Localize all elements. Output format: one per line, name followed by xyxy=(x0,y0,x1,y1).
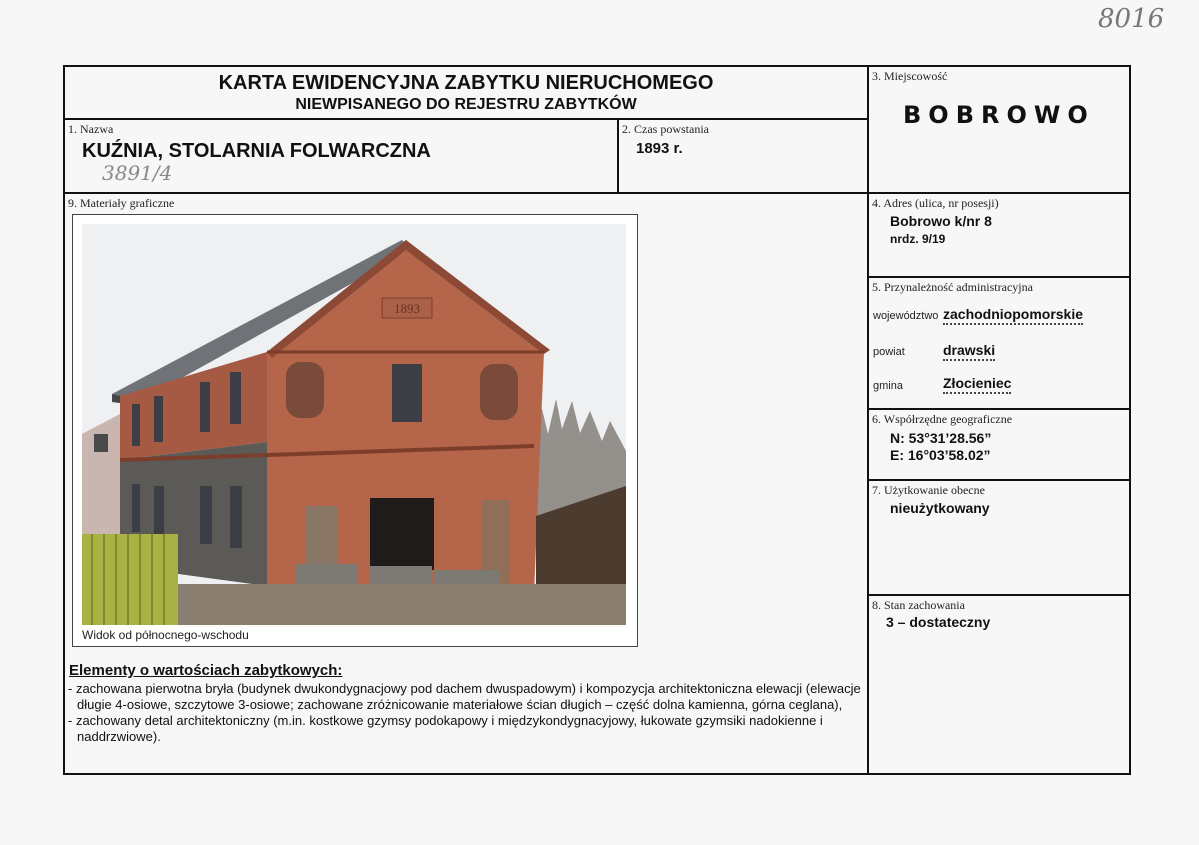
name-handwritten-number: 3891/4 xyxy=(102,161,173,185)
photo-caption: Widok od północnego-wschodu xyxy=(82,628,249,642)
coords-e: E: 16°03’58.02” xyxy=(890,447,991,463)
date-value: 1893 r. xyxy=(636,140,683,157)
locality-label: 3. Miejscowość xyxy=(872,69,948,83)
divider-title xyxy=(63,118,869,120)
elements-heading: Elementy o wartościach zabytkowych: xyxy=(69,662,343,679)
commune-value: Złocieniec xyxy=(943,375,1011,394)
date-label: 2. Czas powstania xyxy=(622,122,709,136)
divider-name xyxy=(63,192,1131,194)
address-line1: Bobrowo k/nr 8 xyxy=(890,213,992,229)
condition-value: 3 – dostateczny xyxy=(886,614,991,630)
divider-usage xyxy=(867,594,1131,596)
frame-bottom xyxy=(63,773,1131,775)
address-label: 4. Adres (ulica, nr posesji) xyxy=(872,196,999,210)
frame-top xyxy=(63,65,1131,67)
coords-label: 6. Współrzędne geograficzne xyxy=(872,412,1013,426)
county-label: powiat xyxy=(873,346,905,358)
locality-value: BOBROWO xyxy=(903,101,1095,129)
coords-n: N: 53°31’28.56” xyxy=(890,430,992,446)
name-label: 1. Nazwa xyxy=(68,122,114,136)
neighbour-window xyxy=(94,434,108,452)
elements-list xyxy=(66,681,861,745)
archive-number: 8016 xyxy=(1098,4,1165,34)
condition-label: 8. Stan zachowania xyxy=(872,598,965,612)
divider-vertical-main xyxy=(867,65,869,775)
address-line2: nrdz. 9/19 xyxy=(890,232,946,246)
divider-name-date xyxy=(617,118,619,194)
elements-item: - zachowana pierwotna bryła (budynek dwukondygnacjowy pod dachem dwuspadowym) i kompozycja architektoniczna elewacji (elewacje długie 4-osiowe, szczytowe 3-osiowe; zachowane zróżnicowanie materiałowe ścian długich – część dolna kamienna, górna ceglana), xyxy=(68,681,861,712)
frame-right xyxy=(1129,65,1131,775)
card-title: KARTA EWIDENCYJNA ZABYTKU NIERUCHOMEGO xyxy=(218,72,714,94)
building-photo xyxy=(82,224,626,625)
divider-admin xyxy=(867,408,1131,410)
name-value: KUŹNIA, STOLARNIA FOLWARCZNA xyxy=(82,140,431,162)
frame-left xyxy=(63,65,65,775)
county-value: drawski xyxy=(943,342,995,361)
card-subtitle: NIEWPISANEGO DO REJESTRU ZABYTKÓW xyxy=(295,96,637,113)
voivodeship-label: województwo xyxy=(873,310,939,322)
voivodeship-value: zachodniopomorskie xyxy=(943,306,1083,325)
graphics-label: 9. Materiały graficzne xyxy=(68,196,175,210)
usage-value: nieużytkowany xyxy=(890,500,990,516)
commune-label: gmina xyxy=(873,380,903,392)
date-plaque-text: 1893 xyxy=(394,301,420,316)
usage-label: 7. Użytkowanie obecne xyxy=(872,483,985,497)
gable-door-left xyxy=(306,506,338,564)
elements-item: - zachowany detal architektoniczny (m.in. kostkowe gzymsy podokapowy i międzykondygnacyjowy, łukowate gzymsiki nadokienne i naddrzwiowe). xyxy=(68,713,823,744)
neighbour-house xyxy=(82,414,122,534)
gable-doorway xyxy=(370,498,434,570)
divider-address xyxy=(867,276,1131,278)
divider-coords xyxy=(867,479,1131,481)
admin-label: 5. Przynależność administracyjna xyxy=(872,280,1033,294)
